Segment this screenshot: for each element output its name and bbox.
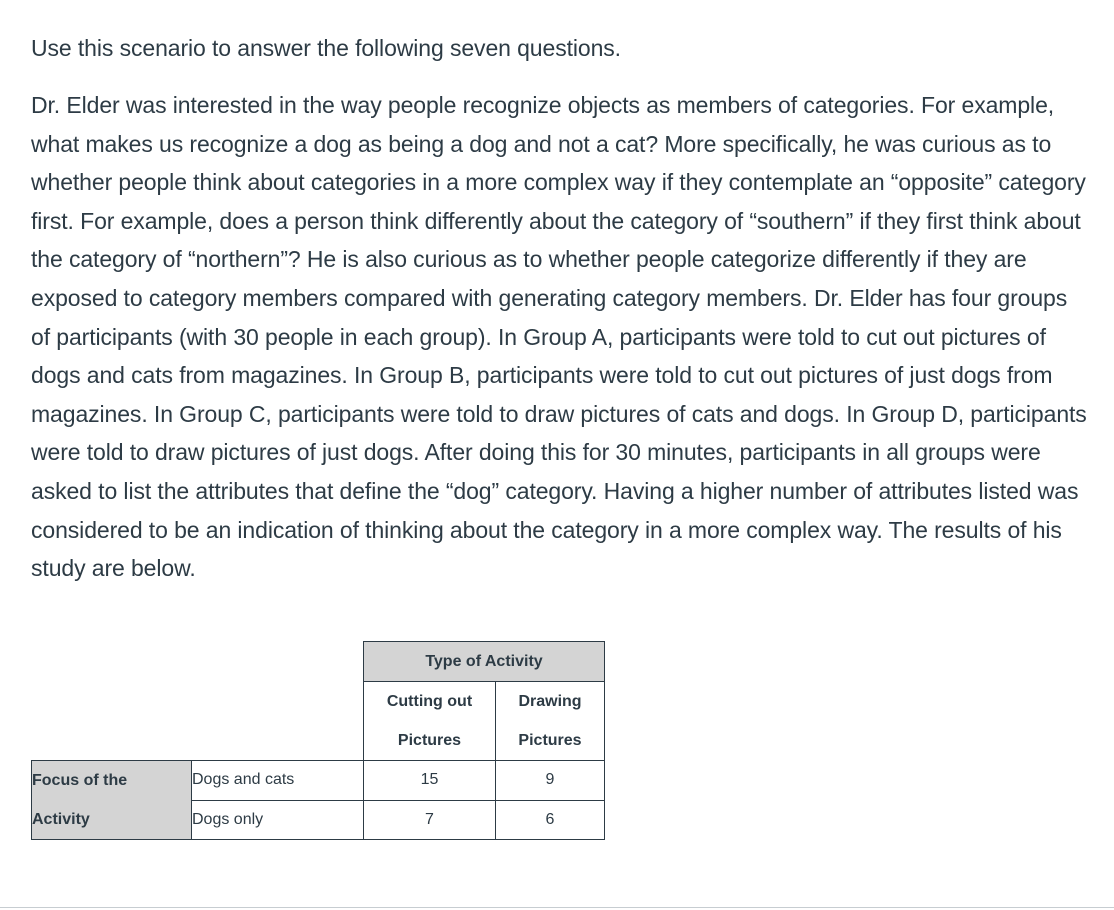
table-blank-cell [192, 682, 364, 761]
column-header-line: Pictures [397, 732, 462, 749]
row-group-header [32, 761, 192, 840]
question-content [31, 30, 1091, 588]
bottom-divider [0, 907, 1114, 908]
cell-dogs-cats-cutting: 15 [364, 761, 496, 801]
table-blank-cell [32, 682, 192, 761]
row-label-dogs-and-cats: Dogs and cats [192, 761, 364, 801]
intro-text: Use this scenario to answer the following seven questions. [31, 35, 621, 61]
row-group-header-line: Focus of the [32, 772, 128, 789]
column-header-line: Cutting out [386, 693, 473, 710]
row-group-header-line: Activity [32, 811, 90, 828]
column-header-drawing [496, 682, 605, 761]
column-group-header: Type of Activity [364, 642, 605, 682]
scenario-paragraph: Dr. Elder was interested in the way people recognize objects as members of categories. For example, what makes us recognize a dog as being a dog and not a cat? More specifically, he was curious as to whether people think about categories in a more complex way if they contemplate an “opposite” category first. For example, does a person think differently about the category of “southern” if they first think about the category of “northern”? He is also curious as to whether people categorize differently if they are exposed to category members compared with generating category members. Dr. Elder has four groups of participants (with 30 people in each group). In Group A, participants were told to cut out pictures of dogs and cats from magazines. In Group B, participants were told to cut out pictures of just dogs from magazines. In Group C, participants were told to draw pictures of cats and dogs. In Group D, participants were told to draw pictures of just dogs. After doing this for 30 minutes, participants in all groups were asked to list the attributes that define the “dog” category. Having a higher number of attributes listed was considered to be an indication of thinking about the category in a more complex way. The results of his study are below. [31, 92, 1087, 582]
column-header-line: Drawing [518, 693, 582, 710]
column-header-cutting [364, 682, 496, 761]
table-blank-cell [192, 642, 364, 682]
cell-dogs-only-cutting: 7 [364, 800, 496, 840]
cell-dogs-cats-drawing: 9 [496, 761, 605, 801]
row-label-dogs-only: Dogs only [192, 800, 364, 840]
column-header-line: Pictures [518, 732, 582, 749]
table-blank-cell [32, 642, 192, 682]
cell-dogs-only-drawing: 6 [496, 800, 605, 840]
results-table [31, 641, 605, 840]
